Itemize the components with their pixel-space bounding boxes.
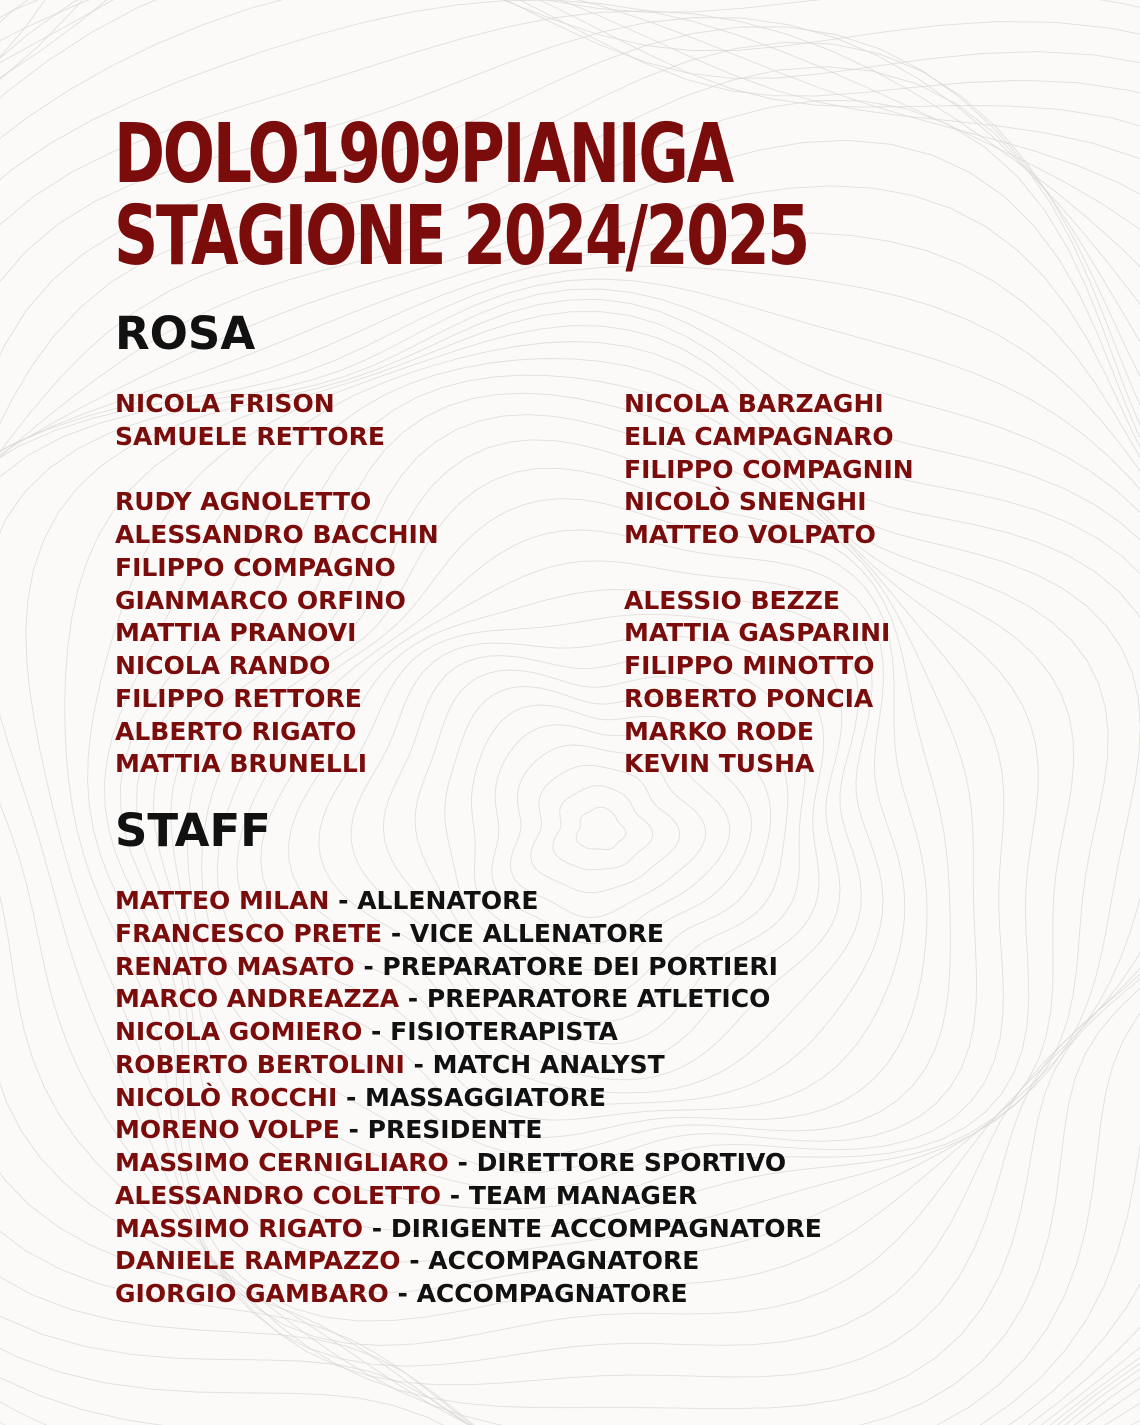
- staff-separator: -: [382, 918, 410, 948]
- staff-name: GIORGIO GAMBARO: [115, 1279, 389, 1308]
- staff-separator: -: [354, 951, 383, 981]
- staff-name: ALESSANDRO COLETTO: [115, 1180, 442, 1210]
- staff-row: [115, 1213, 822, 1246]
- player-name: FILIPPO MINOTTO: [624, 651, 875, 680]
- rosa-heading: ROSA: [115, 307, 256, 360]
- staff-role: PREPARATORE DEI PORTIERI: [382, 951, 778, 981]
- player-name: ROBERTO PONCIA: [624, 683, 874, 713]
- player-name: ALESSIO BEZZE: [624, 585, 840, 615]
- staff-role: ALLENATORE: [357, 886, 539, 915]
- staff-separator: -: [441, 1180, 469, 1210]
- staff-separator: -: [337, 1082, 366, 1112]
- staff-role: TEAM MANAGER: [468, 1180, 698, 1210]
- staff-name: MORENO VOLPE: [115, 1115, 340, 1145]
- player-name: MARKO RODE: [624, 716, 815, 746]
- staff-name: DANIELE RAMPAZZO: [115, 1246, 401, 1276]
- staff-role: DIRETTORE SPORTIVO: [476, 1148, 787, 1177]
- staff-separator: -: [339, 1115, 368, 1145]
- staff-name: RENATO MASATO: [115, 951, 355, 981]
- staff-row: [115, 1114, 822, 1147]
- staff-row: [115, 1278, 822, 1311]
- club-title: DOLO1909PIANIGA: [114, 107, 733, 202]
- player-name: FILIPPO RETTORE: [115, 683, 362, 713]
- staff-role: DIRIGENTE ACCOMPAGNATORE: [390, 1213, 822, 1243]
- staff-row: [115, 1016, 822, 1049]
- player-name: GIANMARCO ORFINO: [115, 585, 406, 615]
- staff-role: VICE ALLENATORE: [409, 918, 664, 948]
- player-name: MATTIA BRUNELLI: [115, 749, 368, 779]
- staff-name: MARCO ANDREAZZA: [115, 984, 400, 1014]
- staff-name: MASSIMO CERNIGLIARO: [115, 1148, 449, 1177]
- staff-separator: -: [362, 1017, 391, 1046]
- player-name: ALBERTO RIGATO: [115, 716, 357, 746]
- player-name: RUDY AGNOLETTO: [115, 487, 372, 517]
- player-name: MATTIA GASPARINI: [624, 618, 891, 648]
- player-name: NICOLÒ SNENGHI: [624, 487, 867, 517]
- staff-name: ROBERTO BERTOLINI: [115, 1049, 405, 1079]
- staff-role: PRESIDENTE: [367, 1115, 543, 1145]
- list-spacer: [624, 552, 914, 585]
- staff-row: [115, 1082, 822, 1115]
- staff-heading: STAFF: [115, 804, 271, 857]
- season-title: STAGIONE 2024/2025: [114, 189, 808, 284]
- player-name: ELIA CAMPAGNARO: [624, 421, 894, 451]
- player-name: FILIPPO COMPAGNO: [115, 552, 396, 582]
- staff-role: MASSAGGIATORE: [365, 1082, 606, 1112]
- rosa-left-column: [115, 388, 439, 781]
- player-name: KEVIN TUSHA: [624, 749, 815, 779]
- staff-separator: -: [404, 1049, 433, 1079]
- staff-row: [115, 983, 822, 1016]
- staff-separator: -: [399, 984, 427, 1014]
- staff-name: NICOLÒ ROCCHI: [115, 1082, 338, 1112]
- staff-name: FRANCESCO PRETE: [115, 918, 383, 948]
- staff-row: [115, 918, 822, 951]
- staff-row: [115, 1049, 822, 1082]
- player-name: SAMUELE RETTORE: [115, 421, 385, 451]
- staff-row: [115, 1147, 822, 1180]
- staff-row: [115, 951, 822, 984]
- staff-separator: -: [363, 1213, 391, 1243]
- staff-role: FISIOTERAPISTA: [390, 1017, 618, 1046]
- staff-separator: -: [448, 1148, 477, 1177]
- staff-separator: -: [400, 1246, 429, 1276]
- staff-role: ACCOMPAGNATORE: [428, 1246, 700, 1276]
- staff-name: NICOLA GOMIERO: [115, 1017, 363, 1046]
- player-name: FILIPPO COMPAGNIN: [624, 454, 914, 484]
- staff-row: [115, 1245, 822, 1278]
- player-name: NICOLA FRISON: [115, 389, 335, 418]
- staff-row: [115, 1180, 822, 1213]
- staff-name: MASSIMO RIGATO: [115, 1213, 364, 1243]
- player-name: MATTIA PRANOVI: [115, 618, 357, 648]
- player-name: NICOLA RANDO: [115, 651, 331, 680]
- staff-role: ACCOMPAGNATORE: [416, 1279, 688, 1308]
- player-name: MATTEO VOLPATO: [624, 520, 876, 549]
- staff-name: MATTEO MILAN: [115, 886, 330, 915]
- rosa-right-column: [624, 388, 914, 781]
- staff-separator: -: [388, 1279, 417, 1308]
- player-name: NICOLA BARZAGHI: [624, 389, 884, 418]
- staff-role: PREPARATORE ATLETICO: [426, 984, 771, 1014]
- staff-row: [115, 885, 822, 918]
- staff-separator: -: [329, 886, 358, 915]
- staff-role: MATCH ANALYST: [432, 1049, 665, 1079]
- player-name: ALESSANDRO BACCHIN: [115, 520, 439, 549]
- list-spacer: [115, 454, 439, 487]
- staff-list: [115, 885, 822, 1311]
